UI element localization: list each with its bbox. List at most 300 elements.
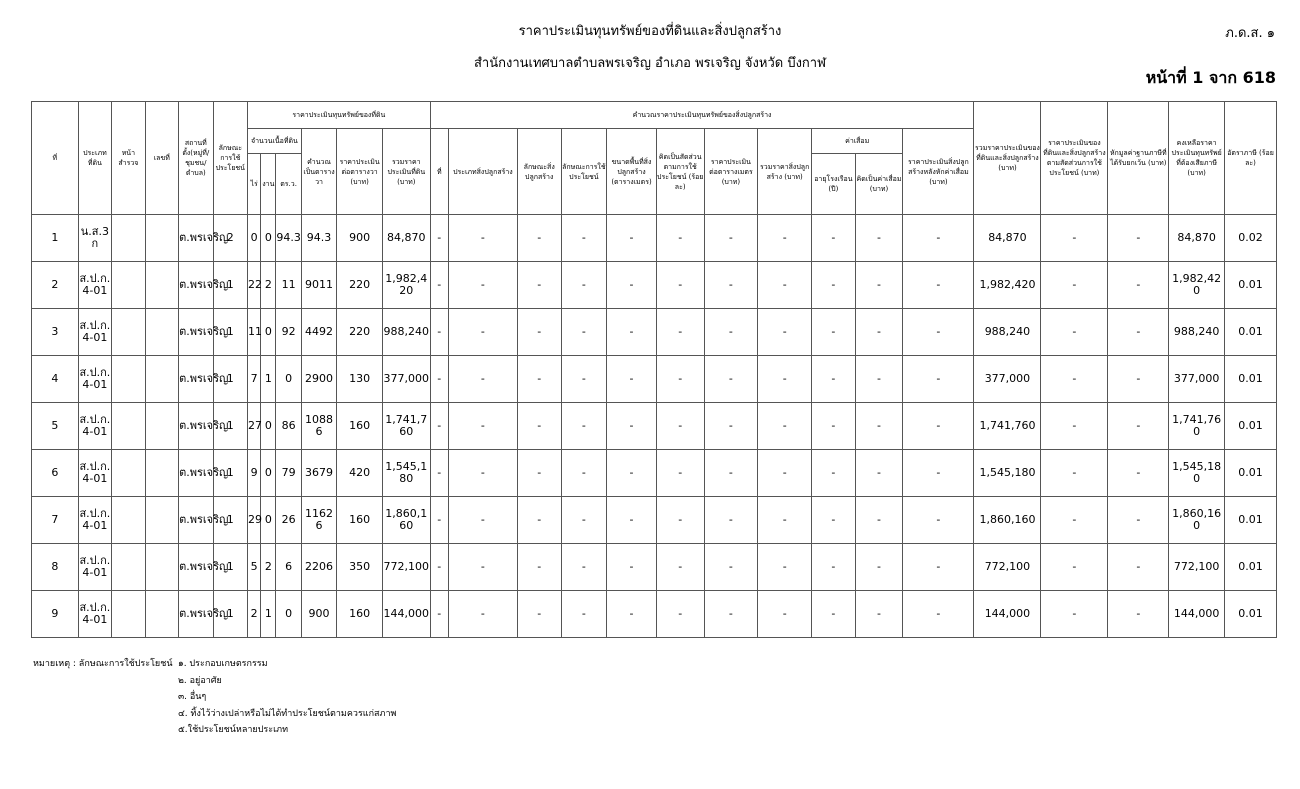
cell-calc-sqwa: 10886 — [301, 403, 337, 450]
cell-number — [145, 450, 178, 497]
table-row — [32, 497, 1277, 544]
cell-usage: 1 — [213, 262, 247, 309]
cell-building-value: - — [704, 544, 758, 591]
cell-price-sqwa: 900 — [337, 215, 383, 262]
cell-location: ต.พรเจริญ — [179, 403, 213, 450]
cell-ngan: 0 — [261, 450, 276, 497]
cell-usage-value: - — [1041, 356, 1108, 403]
cell-survey-page — [112, 403, 145, 450]
cell-building-value: - — [448, 215, 517, 262]
cell-building-value: - — [561, 356, 607, 403]
cell-usage: 1 — [213, 403, 247, 450]
cell-price-sqwa: 160 — [337, 497, 383, 544]
cell-building-value: - — [448, 450, 517, 497]
cell-remain: 988,240 — [1169, 309, 1225, 356]
cell-land-type: ส.ป.ก. 4-01 — [78, 591, 111, 638]
cell-survey-page — [112, 309, 145, 356]
cell-price-sqwa: 350 — [337, 544, 383, 591]
cell-building-value: - — [607, 591, 657, 638]
col-header-building-type: ประเภทสิ่งปลูกสร้าง — [448, 129, 517, 215]
cell-survey-page — [112, 215, 145, 262]
cell-calc-sqwa: 94.3 — [301, 215, 337, 262]
cell-building-value: - — [561, 591, 607, 638]
cell-land-total: 1,741,760 — [382, 403, 430, 450]
col-header-deduct: หักมูลค่าฐานภาษีที่ได้รับยกเว้น (บาท) — [1108, 102, 1169, 215]
cell-number — [145, 356, 178, 403]
group-header-land: ราคาประเมินทุนทรัพย์ของที่ดิน — [248, 102, 431, 129]
col-header-sqwa: ตร.ว. — [276, 154, 301, 215]
cell-sqwa: 79 — [276, 450, 301, 497]
cell-usage-value: - — [1041, 497, 1108, 544]
cell-land-total: 988,240 — [382, 309, 430, 356]
cell-building-value: - — [855, 544, 903, 591]
cell-rai: 0 — [248, 215, 261, 262]
col-header-no: ที่ — [32, 102, 79, 215]
cell-ngan: 0 — [261, 403, 276, 450]
cell-sqwa: 92 — [276, 309, 301, 356]
cell-no: 8 — [32, 544, 79, 591]
cell-land-total: 144,000 — [382, 591, 430, 638]
col-header-building-total: รวมราคาสิ่งปลูกสร้าง (บาท) — [758, 129, 812, 215]
cell-number — [145, 262, 178, 309]
cell-building-value: - — [430, 497, 448, 544]
cell-usage: 1 — [213, 591, 247, 638]
cell-usage-value: - — [1041, 309, 1108, 356]
cell-rate: 0.01 — [1225, 356, 1277, 403]
cell-building-value: - — [855, 450, 903, 497]
cell-building-value: - — [903, 497, 974, 544]
cell-building-value: - — [656, 309, 704, 356]
cell-deduct: - — [1108, 215, 1169, 262]
cell-building-value: - — [448, 591, 517, 638]
cell-building-value: - — [448, 309, 517, 356]
cell-rate: 0.01 — [1225, 309, 1277, 356]
cell-deduct: - — [1108, 356, 1169, 403]
cell-calc-sqwa: 2900 — [301, 356, 337, 403]
cell-building-value: - — [704, 450, 758, 497]
cell-land-total: 1,982,420 — [382, 262, 430, 309]
cell-calc-sqwa: 11626 — [301, 497, 337, 544]
cell-ngan: 2 — [261, 544, 276, 591]
cell-sqwa: 11 — [276, 262, 301, 309]
cell-building-value: - — [517, 497, 561, 544]
cell-price-sqwa: 130 — [337, 356, 383, 403]
cell-number — [145, 497, 178, 544]
cell-rai: 29 — [248, 497, 261, 544]
cell-no: 6 — [32, 450, 79, 497]
cell-building-value: - — [758, 403, 812, 450]
cell-building-value: - — [517, 450, 561, 497]
cell-building-value: - — [517, 356, 561, 403]
col-header-rai: ไร่ — [248, 154, 261, 215]
cell-building-value: - — [758, 356, 812, 403]
cell-location: ต.พรเจริญ — [179, 262, 213, 309]
cell-building-value: - — [903, 262, 974, 309]
cell-building-value: - — [607, 403, 657, 450]
cell-building-value: - — [430, 215, 448, 262]
cell-building-value: - — [704, 403, 758, 450]
cell-building-value: - — [855, 403, 903, 450]
form-code: ภ.ด.ส. ๑ — [1225, 26, 1275, 41]
cell-number — [145, 591, 178, 638]
cell-land-total: 84,870 — [382, 215, 430, 262]
cell-no: 4 — [32, 356, 79, 403]
cell-building-value: - — [704, 497, 758, 544]
table-row — [32, 591, 1277, 638]
cell-no: 5 — [32, 403, 79, 450]
col-header-building-ratio: คิดเป็นสัดส่วนตามการใช้ประโยชน์ (ร้อยละ) — [656, 129, 704, 215]
document-title: ราคาประเมินทุนทรัพย์ของที่ดินและสิ่งปลูกสร้าง — [518, 24, 782, 39]
table-body — [32, 215, 1277, 638]
cell-rate: 0.02 — [1225, 215, 1277, 262]
note-item: ๓. อื่นๆ — [178, 692, 207, 702]
cell-building-value: - — [607, 356, 657, 403]
table-row — [32, 450, 1277, 497]
cell-deduct: - — [1108, 591, 1169, 638]
col-header-survey-page: หน้าสำรวจ — [112, 102, 145, 215]
group-header-building: คำนวณราคาประเมินทุนทรัพย์ของสิ่งปลูกสร้าง — [430, 102, 974, 129]
cell-building-value: - — [561, 497, 607, 544]
cell-no: 9 — [32, 591, 79, 638]
cell-sqwa: 94.3 — [276, 215, 301, 262]
cell-remain: 1,545,180 — [1169, 450, 1225, 497]
cell-calc-sqwa: 3679 — [301, 450, 337, 497]
cell-building-value: - — [656, 497, 704, 544]
cell-grand-total: 84,870 — [974, 215, 1041, 262]
cell-number — [145, 403, 178, 450]
cell-building-value: - — [812, 356, 856, 403]
cell-remain: 1,982,420 — [1169, 262, 1225, 309]
cell-location: ต.พรเจริญ — [179, 309, 213, 356]
cell-building-value: - — [561, 403, 607, 450]
cell-building-value: - — [704, 309, 758, 356]
cell-deduct: - — [1108, 309, 1169, 356]
cell-ngan: 2 — [261, 262, 276, 309]
cell-number — [145, 309, 178, 356]
cell-location: ต.พรเจริญ — [179, 591, 213, 638]
cell-grand-total: 988,240 — [974, 309, 1041, 356]
cell-building-value: - — [561, 215, 607, 262]
cell-rai: 11 — [248, 309, 261, 356]
cell-calc-sqwa: 4492 — [301, 309, 337, 356]
cell-grand-total: 1,741,760 — [974, 403, 1041, 450]
cell-building-value: - — [812, 450, 856, 497]
col-header-remain: คงเหลือราคาประเมินทุนทรัพย์ที่ต้องเสียภาษี (บาท) — [1169, 102, 1225, 215]
subgroup-header-area: จำนวนเนื้อที่ดิน — [248, 129, 302, 154]
cell-building-value: - — [855, 215, 903, 262]
cell-deduct: - — [1108, 497, 1169, 544]
cell-rate: 0.01 — [1225, 591, 1277, 638]
cell-location: ต.พรเจริญ — [179, 356, 213, 403]
cell-building-value: - — [812, 591, 856, 638]
cell-land-type: น.ส.3 ก — [78, 215, 111, 262]
cell-usage-value: - — [1041, 215, 1108, 262]
cell-rate: 0.01 — [1225, 450, 1277, 497]
cell-building-value: - — [855, 309, 903, 356]
cell-rai: 9 — [248, 450, 261, 497]
cell-grand-total: 1,545,180 — [974, 450, 1041, 497]
col-header-building-area: ขนาดพื้นที่สิ่งปลูกสร้าง (ตารางเมตร) — [607, 129, 657, 215]
col-header-building-price-sqm: ราคาประเมินต่อตารางเมตร (บาท) — [704, 129, 758, 215]
cell-no: 3 — [32, 309, 79, 356]
col-header-building-feature: ลักษณะสิ่งปลูกสร้าง — [517, 129, 561, 215]
col-header-price-sqwa: ราคาประเมินต่อตารางวา (บาท) — [337, 129, 383, 215]
cell-building-value: - — [903, 591, 974, 638]
cell-remain: 84,870 — [1169, 215, 1225, 262]
cell-usage: 1 — [213, 309, 247, 356]
cell-building-value: - — [448, 544, 517, 591]
cell-building-value: - — [430, 591, 448, 638]
cell-deduct: - — [1108, 544, 1169, 591]
cell-sqwa: 6 — [276, 544, 301, 591]
cell-building-value: - — [430, 403, 448, 450]
cell-ngan: 1 — [261, 591, 276, 638]
cell-building-value: - — [812, 544, 856, 591]
assessment-table — [31, 101, 1277, 638]
cell-land-type: ส.ป.ก. 4-01 — [78, 403, 111, 450]
col-header-location: สถานที่ตั้ง(หมู่ที่/ชุมชน/ตำบล) — [179, 102, 213, 215]
cell-location: ต.พรเจริญ — [179, 450, 213, 497]
cell-building-value: - — [448, 403, 517, 450]
cell-usage: 1 — [213, 356, 247, 403]
cell-building-value: - — [517, 544, 561, 591]
cell-building-value: - — [656, 544, 704, 591]
cell-calc-sqwa: 900 — [301, 591, 337, 638]
cell-survey-page — [112, 544, 145, 591]
cell-grand-total: 377,000 — [974, 356, 1041, 403]
cell-building-value: - — [758, 309, 812, 356]
cell-building-value: - — [656, 591, 704, 638]
cell-building-value: - — [903, 450, 974, 497]
cell-rai: 27 — [248, 403, 261, 450]
cell-usage-value: - — [1041, 450, 1108, 497]
cell-building-value: - — [704, 262, 758, 309]
cell-building-value: - — [758, 497, 812, 544]
cell-no: 1 — [32, 215, 79, 262]
cell-survey-page — [112, 591, 145, 638]
cell-survey-page — [112, 262, 145, 309]
cell-building-value: - — [561, 262, 607, 309]
cell-rai: 7 — [248, 356, 261, 403]
cell-price-sqwa: 160 — [337, 591, 383, 638]
cell-rate: 0.01 — [1225, 497, 1277, 544]
note-item: ๔. ทิ้งไว้ว่างเปล่าหรือไม่ได้ทำประโยชน์ตามควรแก่สภาพ — [178, 708, 397, 719]
cell-building-value: - — [855, 591, 903, 638]
notes-label: หมายเหตุ : ลักษณะการใช้ประโยชน์ — [33, 659, 173, 669]
cell-building-value: - — [704, 215, 758, 262]
cell-building-value: - — [607, 544, 657, 591]
cell-building-value: - — [607, 262, 657, 309]
cell-building-value: - — [812, 497, 856, 544]
cell-remain: 144,000 — [1169, 591, 1225, 638]
cell-rate: 0.01 — [1225, 544, 1277, 591]
cell-building-value: - — [903, 403, 974, 450]
cell-rate: 0.01 — [1225, 262, 1277, 309]
cell-deduct: - — [1108, 262, 1169, 309]
cell-location: ต.พรเจริญ — [179, 497, 213, 544]
cell-survey-page — [112, 356, 145, 403]
cell-building-value: - — [517, 309, 561, 356]
col-header-calc-sqwa: คำนวณเป็นตารางวา — [301, 129, 337, 215]
cell-building-value: - — [607, 497, 657, 544]
cell-building-value: - — [758, 262, 812, 309]
cell-no: 7 — [32, 497, 79, 544]
cell-location: ต.พรเจริญ — [179, 215, 213, 262]
cell-building-value: - — [855, 262, 903, 309]
cell-building-value: - — [903, 544, 974, 591]
note-item: ๑. ประกอบเกษตรกรรม — [178, 659, 268, 669]
col-header-after-depreciation: ราคาประเมินสิ่งปลูกสร้างหลังหักค่าเสื่อม (บาท) — [903, 129, 974, 215]
cell-usage-value: - — [1041, 262, 1108, 309]
cell-building-value: - — [656, 356, 704, 403]
col-header-building-no: ที่ — [430, 129, 448, 215]
cell-building-value: - — [812, 262, 856, 309]
cell-building-value: - — [430, 262, 448, 309]
cell-building-value: - — [758, 215, 812, 262]
cell-survey-page — [112, 450, 145, 497]
cell-building-value: - — [561, 544, 607, 591]
cell-building-value: - — [812, 403, 856, 450]
cell-rate: 0.01 — [1225, 403, 1277, 450]
table-row — [32, 356, 1277, 403]
cell-remain: 1,860,160 — [1169, 497, 1225, 544]
cell-building-value: - — [607, 450, 657, 497]
cell-land-type: ส.ป.ก. 4-01 — [78, 262, 111, 309]
cell-building-value: - — [517, 262, 561, 309]
cell-remain: 772,100 — [1169, 544, 1225, 591]
cell-land-type: ส.ป.ก. 4-01 — [78, 544, 111, 591]
cell-building-value: - — [430, 309, 448, 356]
cell-calc-sqwa: 9011 — [301, 262, 337, 309]
cell-building-value: - — [607, 309, 657, 356]
cell-usage: 1 — [213, 544, 247, 591]
cell-building-value: - — [812, 309, 856, 356]
cell-land-total: 1,545,180 — [382, 450, 430, 497]
table-row — [32, 262, 1277, 309]
cell-building-value: - — [903, 309, 974, 356]
cell-building-value: - — [758, 544, 812, 591]
note-item: ๕.ใช้ประโยชน์หลายประเภท — [178, 725, 289, 735]
col-header-usage-value: ราคาประเมินของที่ดินและสิ่งปลูกสร้างตามสัดส่วนการใช้ประโยชน์ (บาท) — [1041, 102, 1108, 215]
page-indicator: หน้าที่ 1 จาก 618 — [1145, 68, 1276, 87]
cell-building-value: - — [430, 544, 448, 591]
cell-building-value: - — [607, 215, 657, 262]
col-header-age: อายุโรงเรือน (ปี) — [812, 154, 856, 215]
cell-grand-total: 144,000 — [974, 591, 1041, 638]
cell-deduct: - — [1108, 403, 1169, 450]
cell-building-value: - — [758, 450, 812, 497]
cell-grand-total: 772,100 — [974, 544, 1041, 591]
cell-building-value: - — [855, 356, 903, 403]
cell-usage: 2 — [213, 215, 247, 262]
cell-number — [145, 544, 178, 591]
cell-land-type: ส.ป.ก. 4-01 — [78, 497, 111, 544]
cell-sqwa: 26 — [276, 497, 301, 544]
table-row — [32, 215, 1277, 262]
table-row — [32, 544, 1277, 591]
cell-building-value: - — [517, 403, 561, 450]
cell-ngan: 0 — [261, 497, 276, 544]
cell-building-value: - — [903, 215, 974, 262]
col-header-grand-total: รวมราคาประเมินของที่ดินและสิ่งปลูกสร้าง (บาท) — [974, 102, 1041, 215]
cell-building-value: - — [517, 215, 561, 262]
cell-ngan: 1 — [261, 356, 276, 403]
cell-building-value: - — [855, 497, 903, 544]
col-header-number: เลขที่ — [145, 102, 178, 215]
cell-price-sqwa: 420 — [337, 450, 383, 497]
cell-number — [145, 215, 178, 262]
col-header-ngan: งาน — [261, 154, 276, 215]
cell-building-value: - — [517, 591, 561, 638]
cell-usage: 1 — [213, 497, 247, 544]
col-header-land-type: ประเภทที่ดิน — [78, 102, 111, 215]
cell-land-type: ส.ป.ก. 4-01 — [78, 356, 111, 403]
cell-building-value: - — [704, 591, 758, 638]
cell-price-sqwa: 160 — [337, 403, 383, 450]
document-subtitle: สำนักงานเทศบาลตำบลพรเจริญ อำเภอ พรเจริญ จังหวัด บึงกาฬ — [473, 56, 826, 71]
col-header-usage: ลักษณะการใช้ประโยชน์ — [213, 102, 247, 215]
cell-building-value: - — [656, 215, 704, 262]
col-header-land-total: รวมราคาประเมินที่ดิน (บาท) — [382, 129, 430, 215]
cell-land-type: ส.ป.ก. 4-01 — [78, 309, 111, 356]
cell-survey-page — [112, 497, 145, 544]
col-header-building-usage: ลักษณะการใช้ประโยชน์ — [561, 129, 607, 215]
cell-building-value: - — [704, 356, 758, 403]
cell-building-value: - — [903, 356, 974, 403]
cell-land-type: ส.ป.ก. 4-01 — [78, 450, 111, 497]
cell-usage-value: - — [1041, 544, 1108, 591]
table-row — [32, 403, 1277, 450]
cell-usage: 1 — [213, 450, 247, 497]
cell-building-value: - — [448, 497, 517, 544]
cell-price-sqwa: 220 — [337, 309, 383, 356]
table-row — [32, 309, 1277, 356]
cell-land-total: 772,100 — [382, 544, 430, 591]
cell-location: ต.พรเจริญ — [179, 544, 213, 591]
note-item: ๒. อยู่อาศัย — [178, 675, 222, 686]
col-header-depreciation-amount: คิดเป็นค่าเสื่อม (บาท) — [855, 154, 903, 215]
cell-building-value: - — [656, 262, 704, 309]
cell-sqwa: 86 — [276, 403, 301, 450]
cell-land-total: 377,000 — [382, 356, 430, 403]
cell-building-value: - — [561, 450, 607, 497]
cell-remain: 1,741,760 — [1169, 403, 1225, 450]
cell-building-value: - — [430, 356, 448, 403]
cell-grand-total: 1,982,420 — [974, 262, 1041, 309]
cell-building-value: - — [812, 215, 856, 262]
cell-building-value: - — [561, 309, 607, 356]
cell-usage-value: - — [1041, 403, 1108, 450]
cell-ngan: 0 — [261, 309, 276, 356]
cell-building-value: - — [448, 356, 517, 403]
cell-no: 2 — [32, 262, 79, 309]
cell-land-total: 1,860,160 — [382, 497, 430, 544]
cell-remain: 377,000 — [1169, 356, 1225, 403]
subgroup-header-depreciation: ค่าเสื่อม — [812, 129, 903, 154]
cell-building-value: - — [430, 450, 448, 497]
cell-calc-sqwa: 2206 — [301, 544, 337, 591]
cell-building-value: - — [758, 591, 812, 638]
cell-building-value: - — [656, 450, 704, 497]
cell-rai: 22 — [248, 262, 261, 309]
cell-sqwa: 0 — [276, 591, 301, 638]
cell-price-sqwa: 220 — [337, 262, 383, 309]
cell-building-value: - — [656, 403, 704, 450]
cell-ngan: 0 — [261, 215, 276, 262]
cell-rai: 2 — [248, 591, 261, 638]
cell-building-value: - — [448, 262, 517, 309]
cell-deduct: - — [1108, 450, 1169, 497]
